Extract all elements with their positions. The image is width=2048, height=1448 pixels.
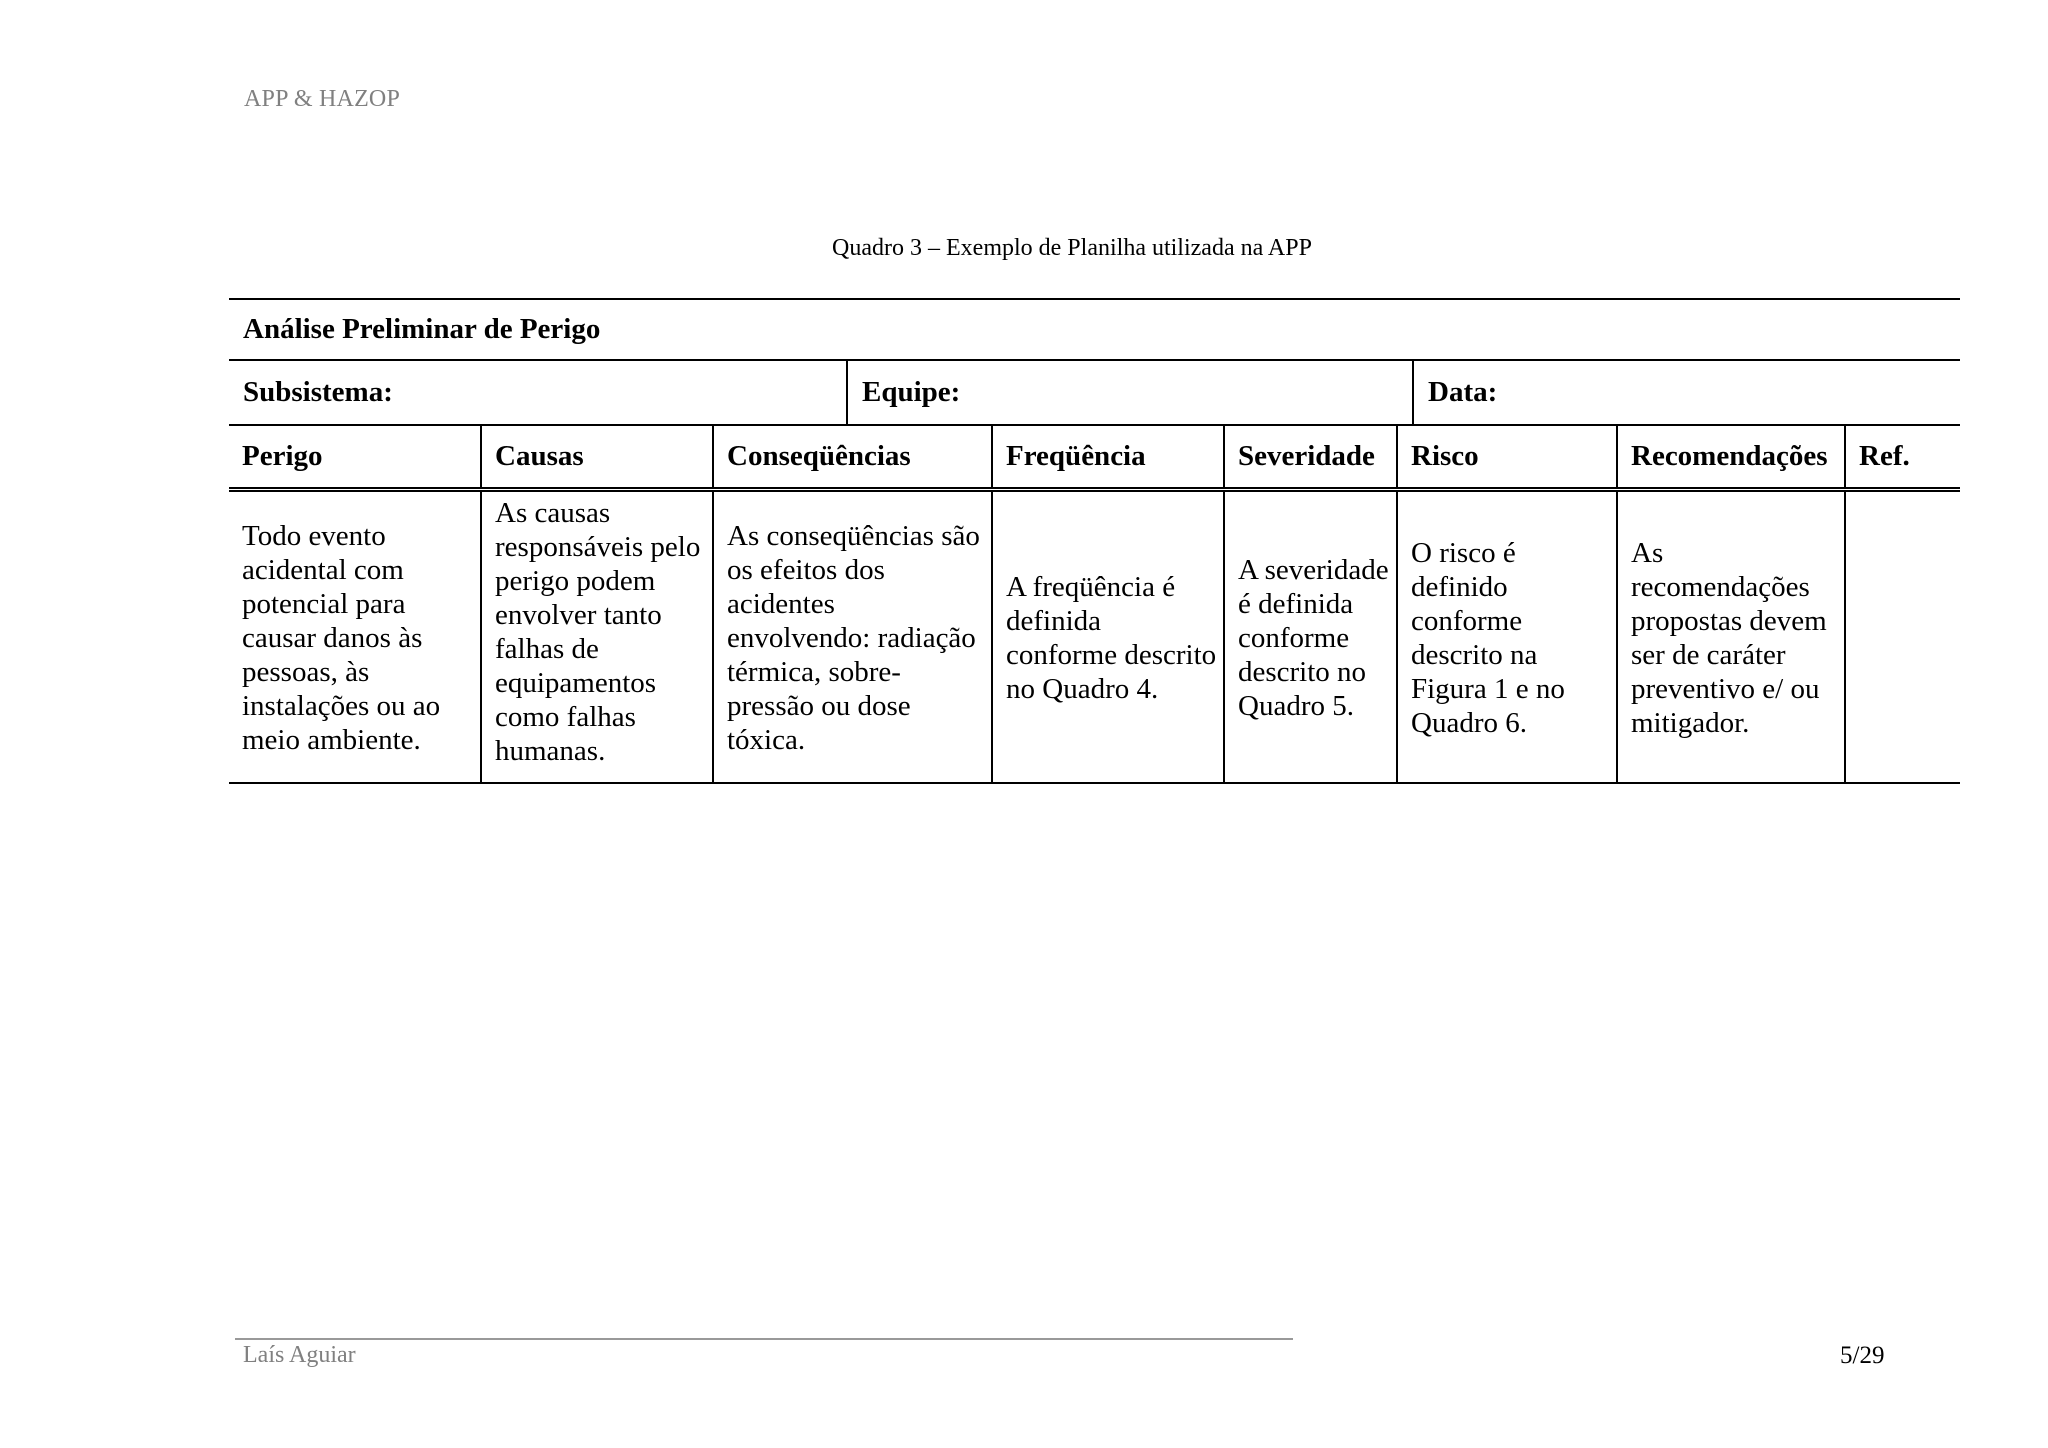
cell-perigo: Todo evento acidental com potencial para causar danos às pessoas, às instalações ou ao meio ambiente. <box>229 489 481 783</box>
subsistema-label: Subsistema: <box>243 376 393 408</box>
footer-author: Laís Aguiar <box>243 1342 356 1368</box>
table-caption: Quadro 3 – Exemplo de Planilha utilizada na APP <box>832 235 1312 261</box>
footer-rule <box>235 1338 1293 1340</box>
worksheet-table <box>229 426 1960 784</box>
column-header-risco: Risco <box>1397 426 1617 489</box>
column-header-recomendacoes: Recomendações <box>1617 426 1845 489</box>
cell-risco: O risco é definido conforme descrito na Figura 1 e no Quadro 6. <box>1397 489 1617 783</box>
column-header-frequencia: Freqüência <box>992 426 1224 489</box>
app-worksheet <box>229 298 1960 784</box>
cell-causas: As causas responsáveis pelo perigo podem envolver tanto falhas de equipamentos como falhas humanas. <box>481 489 713 783</box>
table-row <box>229 489 1960 783</box>
worksheet-meta-row <box>229 361 1960 426</box>
column-header-consequencias: Conseqüências <box>713 426 992 489</box>
cell-recomendacoes: As recomendações propostas devem ser de caráter preventivo e/ ou mitigador. <box>1617 489 1845 783</box>
worksheet-title: Análise Preliminar de Perigo <box>229 298 1960 361</box>
column-header-perigo: Perigo <box>229 426 481 489</box>
column-header-ref: Ref. <box>1845 426 1960 489</box>
cell-frequencia: A freqüência é definida conforme descrito no Quadro 4. <box>992 489 1224 783</box>
running-header: APP & HAZOP <box>244 86 401 112</box>
data-label: Data: <box>1412 361 1960 424</box>
cell-severidade: A severidade é definida conforme descrito no Quadro 5. <box>1224 489 1397 783</box>
cell-consequencias: As conseqüências são os efeitos dos acidentes envolvendo: radiação térmica, sobre-pressão ou dose tóxica. <box>713 489 992 783</box>
equipe-label: Equipe: <box>846 361 1412 424</box>
page-number: 5/29 <box>1840 1342 1885 1369</box>
column-header-causas: Causas <box>481 426 713 489</box>
cell-ref <box>1845 489 1960 783</box>
table-header-row <box>229 426 1960 489</box>
column-header-severidade: Severidade <box>1224 426 1397 489</box>
